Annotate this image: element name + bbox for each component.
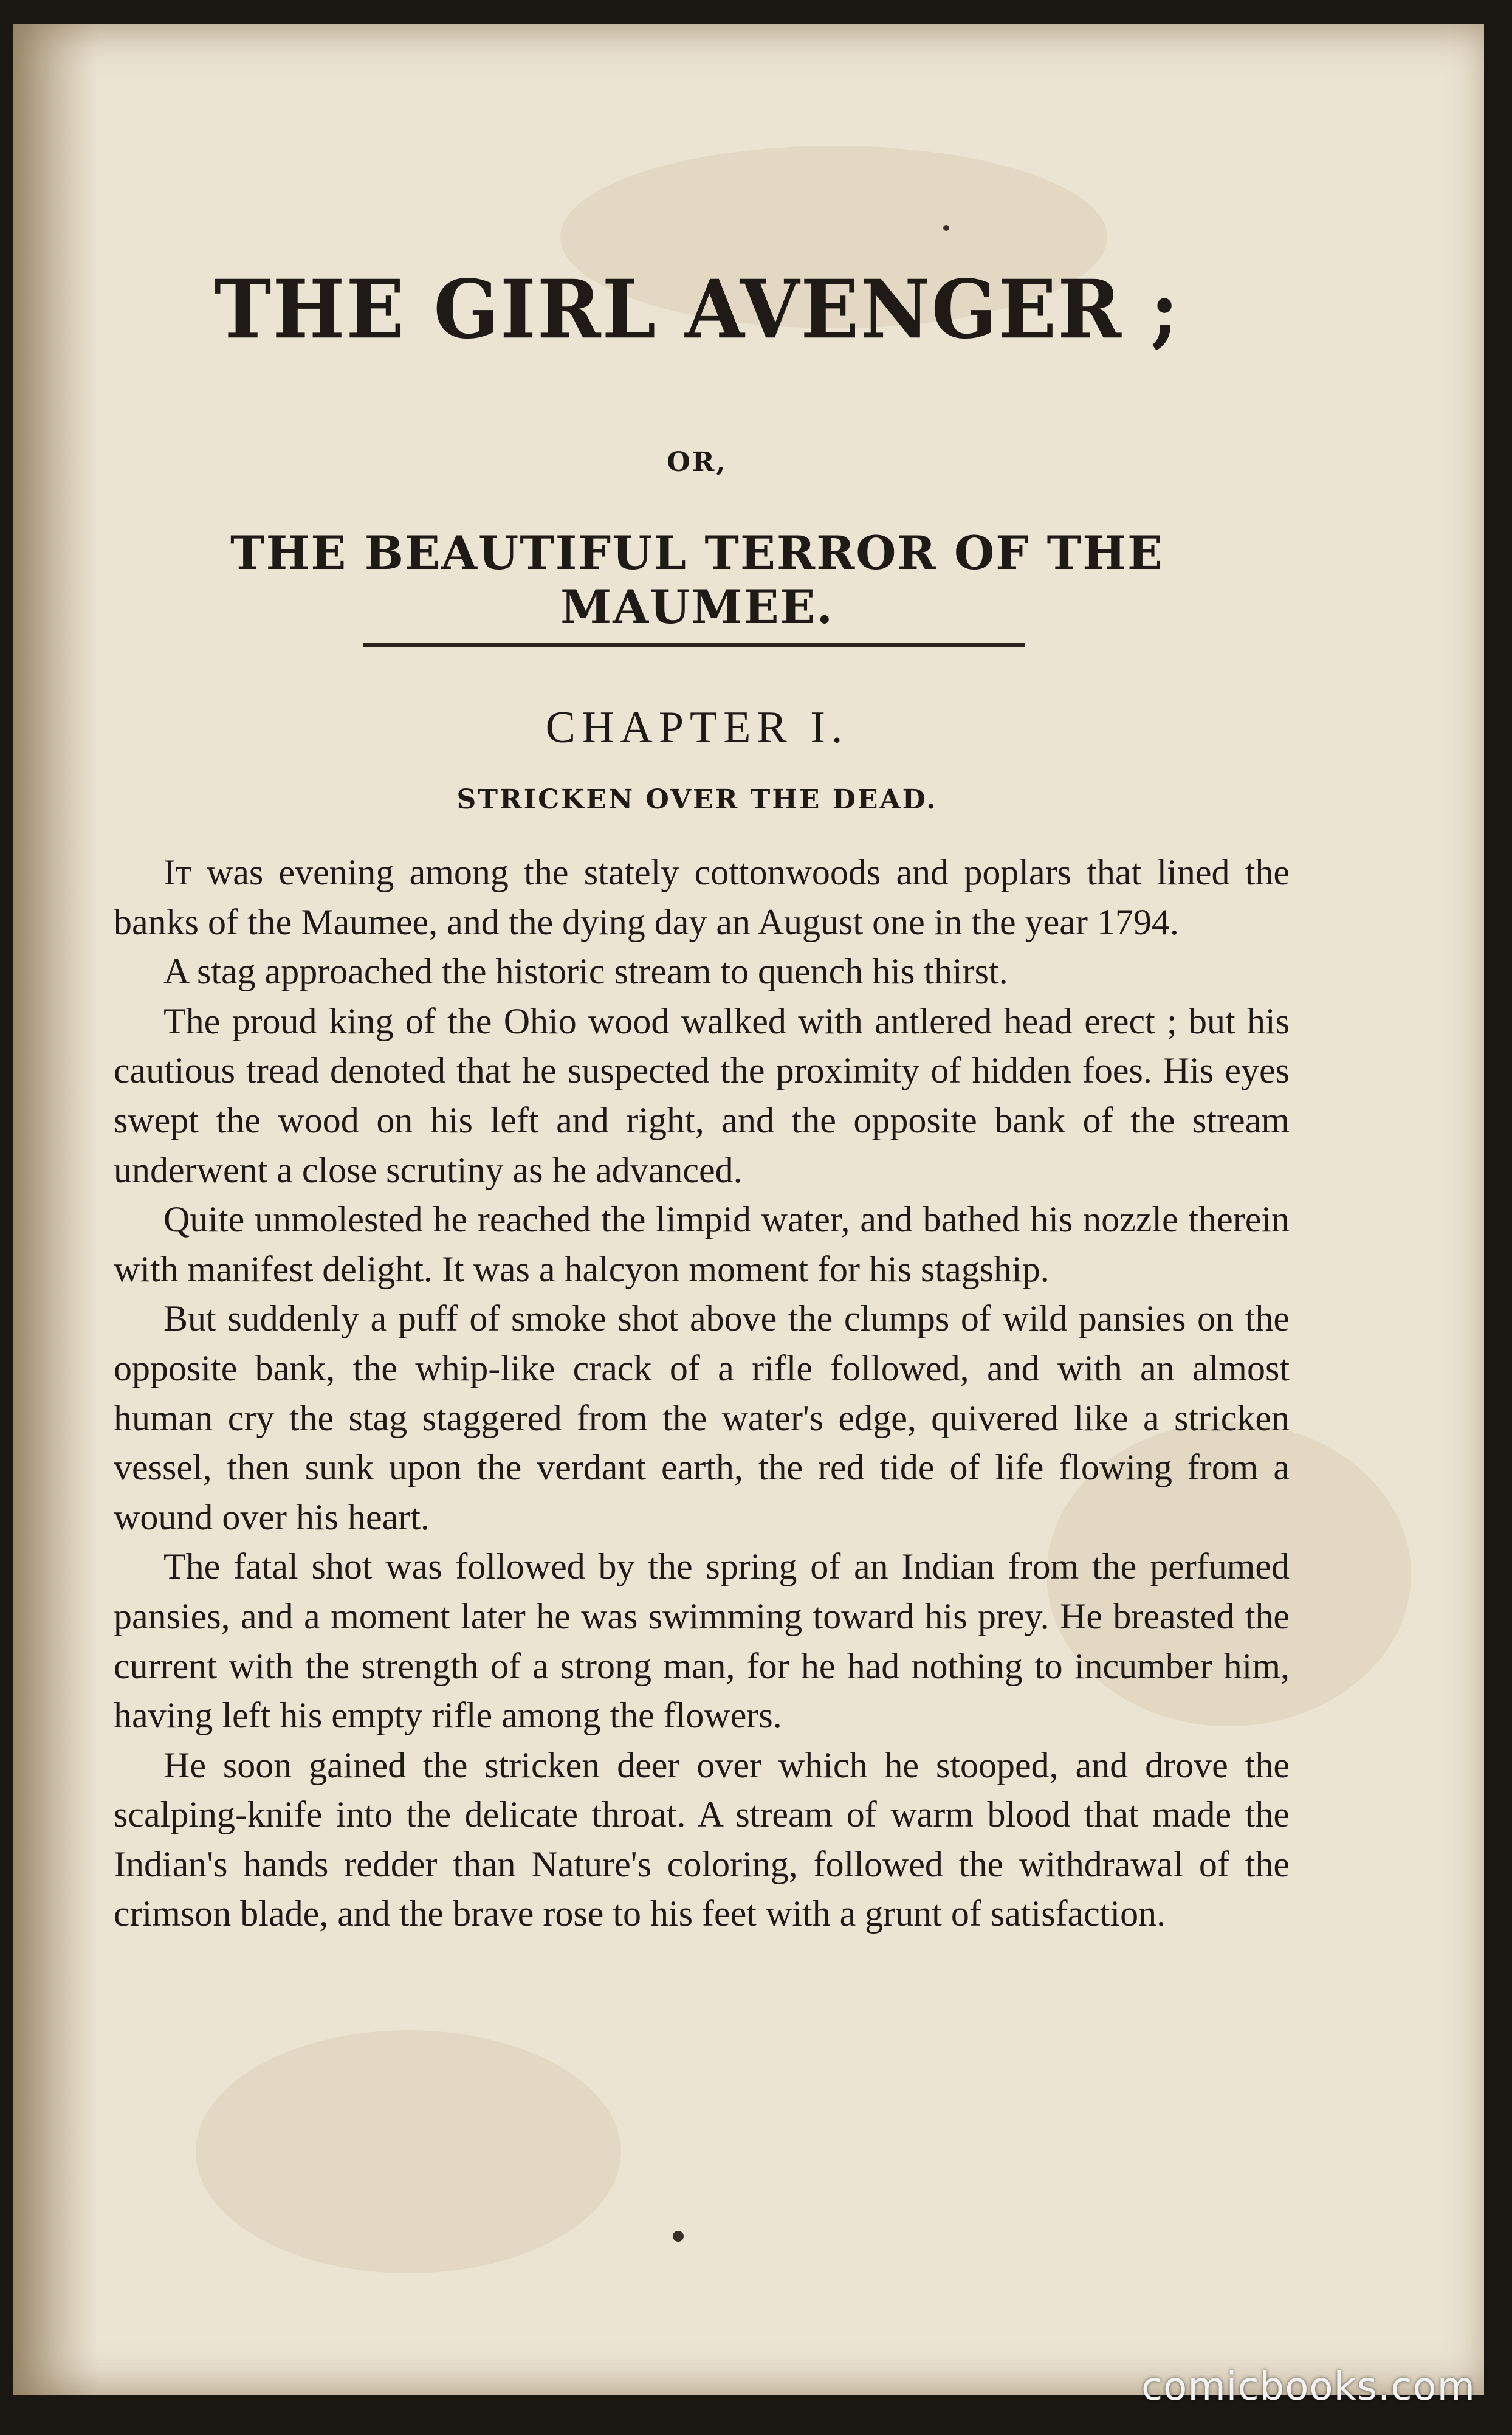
paragraph-text: The fatal shot was followed by the spring of an Indian from the perfumed pansies, and a moment later he was swimming toward his prey. He breasted the current with the strength of a strong man, for he had nothing to incumber him, having left his empty rifle among the flowers. xyxy=(114,1546,1290,1736)
paragraph-text: A stag approached the historic stream to quench his thirst. xyxy=(163,951,1008,992)
ink-speck xyxy=(943,225,949,231)
paragraph xyxy=(114,1294,1290,1542)
paragraph-text: He soon gained the stricken deer over which he stooped, and drove the scalping-knife into the delicate throat. A stream of warm blood that made the Indian's hands redder than Nature's coloring, followed the withdrawal of the crimson blade, and the brave rose to his feet with a grunt of satisfaction. xyxy=(114,1744,1290,1934)
chapter-body xyxy=(114,848,1290,1939)
paragraph xyxy=(114,1542,1290,1740)
paragraph xyxy=(114,848,1290,947)
gutter-shadow xyxy=(13,24,98,2395)
paragraph-text: Quite unmolested he reached the limpid water, and bathed his nozzle therein with manifest delight. It was a halcyon moment for his stagship. xyxy=(114,1199,1290,1289)
chapter-subtitle: STRICKEN OVER THE DEAD. xyxy=(456,784,938,815)
watermark: comicbooks.com xyxy=(1141,2364,1476,2409)
paragraph-text: was evening among the stately cottonwoods and poplars that lined the banks of the Maumee, and the dying day an August one in the year 1794. xyxy=(114,852,1290,942)
book-subtitle: THE BEAUTIFUL TERROR OF THE MAUMEE. xyxy=(230,526,1164,634)
title-rule xyxy=(363,643,1025,647)
paper-stain xyxy=(196,2030,621,2273)
paragraph xyxy=(114,997,1290,1195)
book-title: THE GIRL AVENGER ; xyxy=(214,262,1180,357)
paragraph-text: The proud king of the Ohio wood walked with antlered head erect ; but his cautious tread denoted that he suspected the proximity of hidden foes. His eyes swept the wood on his left and right, and the opposite bank of the stream underwent a close scrutiny as he advanced. xyxy=(114,1001,1290,1190)
book-page xyxy=(13,24,1484,2395)
paragraph xyxy=(114,1195,1290,1294)
paragraph-lead: It xyxy=(163,852,191,892)
chapter-heading: CHAPTER I. xyxy=(545,703,849,753)
paragraph xyxy=(114,947,1290,997)
paragraph xyxy=(114,1741,1290,1939)
ink-speck xyxy=(673,2231,684,2242)
paragraph-text: But suddenly a puff of smoke shot above the clumps of wild pansies on the opposite bank, the whip-like crack of a rifle followed, and with an almost human cry the stag staggered from the water's edge, quivered like a stricken vessel, then sunk upon the verdant earth, the red tide of life flowing from a wound over his heart. xyxy=(114,1298,1290,1537)
or-separator: OR, xyxy=(667,447,727,478)
